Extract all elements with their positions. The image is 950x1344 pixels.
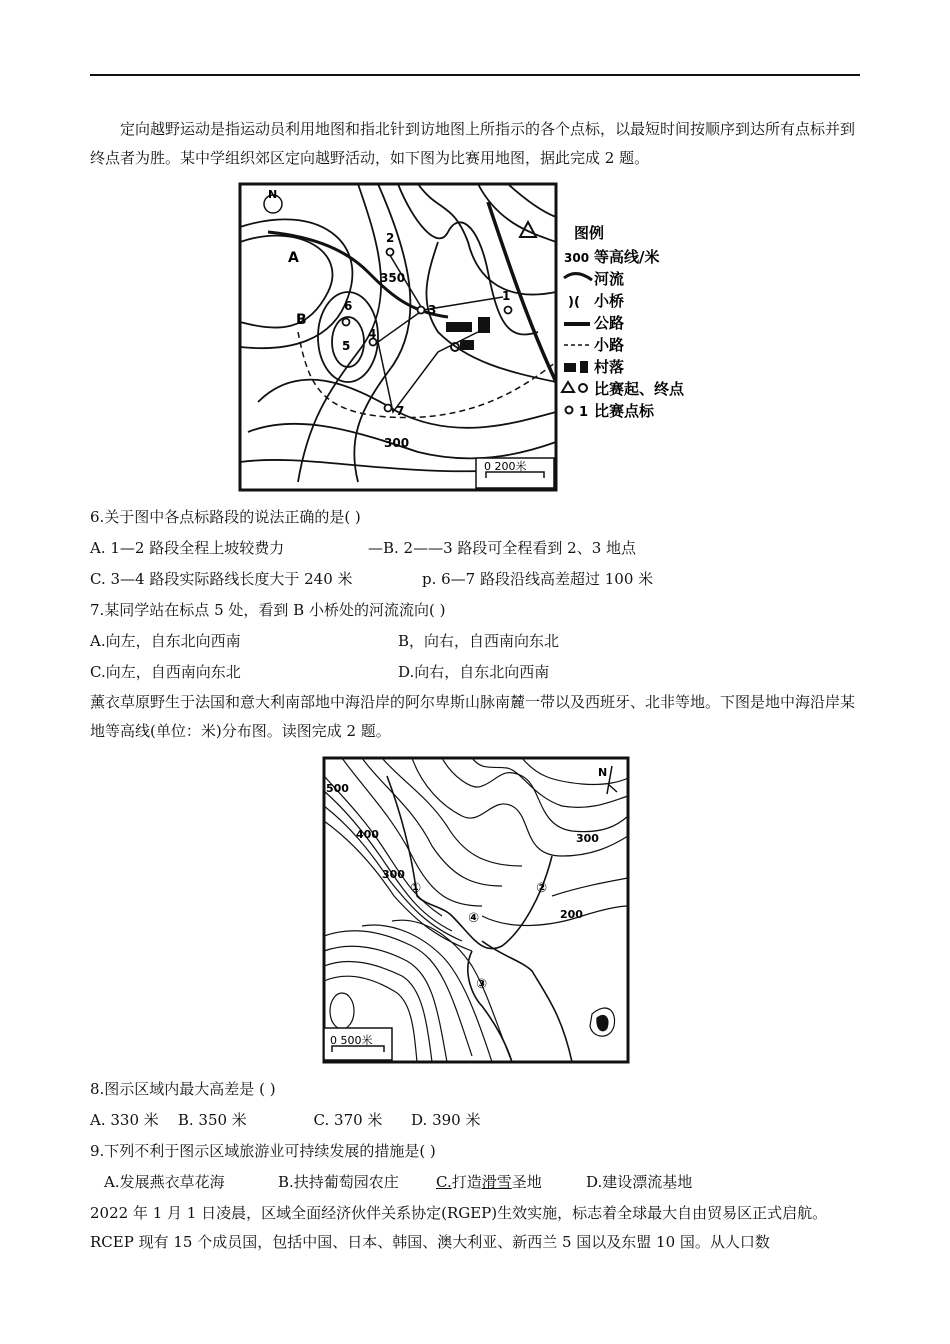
map1-label-1: 1 [502, 289, 511, 303]
top-rule [90, 74, 860, 76]
q9-option-c-letter: C. [436, 1173, 452, 1191]
map2-contour-300a: 300 [382, 868, 405, 881]
q8-options: A. 330 米 B. 350 米 C. 370 米 D. 390 米 [90, 1111, 481, 1129]
map1-label-5: 5 [342, 339, 351, 353]
q6-option-a: A. 1—2 路段全程上坡较费力 [90, 539, 285, 557]
q9-option-b: B.扶持葡萄园农庄 [278, 1173, 399, 1191]
legend-item-path: 小路 [594, 336, 625, 354]
map2-marker-2: ② [536, 881, 548, 896]
q6-option-b: —B. 2——3 路段可全程看到 2、3 地点 [368, 539, 637, 557]
q6-stem: 6.关于图中各点标路段的说法正确的是( ) [90, 508, 361, 526]
q7-stem: 7.某同学站在标点 5 处，看到 B 小桥处的河流流向( ) [90, 601, 446, 619]
q8-stem: 8.图示区域内最大高差是 ( ) [90, 1080, 276, 1098]
north-label-2: N [598, 766, 608, 779]
legend-item-river: 河流 [594, 270, 625, 288]
orienteering-map [238, 182, 718, 494]
map1-label-6: 6 [344, 299, 353, 313]
intro-paragraph-3: 2022 年 1 月 1 日凌晨，区域全面经济伙伴关系协定(RGEP)生效实施，标志着全球最大自由贸易区正式启航。RCEP 现有 15 个成员国，包括中国、日本、韩国、澳大利亚、新西兰 5 国以及东盟 10 国。从人口数 [90, 1204, 828, 1251]
q7-option-c: C.向左，自西南向东北 [90, 663, 241, 681]
map1-label-b: B [296, 312, 307, 328]
legend-item-bridge: 小桥 [594, 292, 625, 310]
q9-stem: 9.下列不利于图示区域旅游业可持续发展的措施是( ) [90, 1142, 436, 1160]
q7-option-a: A.向左，自东北向西南 [90, 632, 241, 650]
q7-option-d: D.向右，自东北向西南 [398, 663, 550, 681]
intro-paragraph-1: 定向越野运动是指运动员利用地图和指北针到访地图上所指示的各个点标，以最短时间按顺序到达所有点标并到终点者为胜。某中学组织郊区定向越野活动，如下图为比赛用地图，据此完成 2 题。 [90, 120, 856, 167]
map2-contour-400: 400 [356, 828, 379, 841]
legend-item-start-finish: 比赛起、终点 [594, 380, 685, 398]
map2-contour-300b: 300 [576, 832, 599, 845]
legend-item-checkpoint: 比赛点标 [594, 402, 655, 420]
q6-option-d: p. 6—7 路段沿线高差超过 100 米 [422, 570, 654, 588]
map2-marker-3: ③ [476, 977, 488, 992]
svg-text:1: 1 [579, 405, 589, 420]
map2-marker-4: ④ [468, 911, 480, 926]
legend-item-contour: 等高线/米 [594, 248, 660, 266]
map1-scale: 0 200米 [484, 460, 527, 473]
intro-paragraph-2: 薰衣草原野生于法国和意大利南部地中海沿岸的阿尔卑斯山脉南麓一带以及西班牙、北非等地。下图是地中海沿岸某地等高线(单位：米)分布图。读图完成 2 题。 [90, 693, 856, 740]
north-label-1: N [268, 188, 278, 201]
map1-label-7: 7 [396, 404, 405, 418]
q7-option-b: B，向右，自西南向东北 [398, 632, 560, 650]
map1-contour-350: 350 [380, 271, 406, 285]
map1-label-4: 4 [368, 327, 377, 341]
map1-label-3: 3 [428, 303, 437, 317]
map1-label-2: 2 [386, 231, 395, 245]
svg-text:)(: )( [568, 295, 580, 310]
map1-contour-300: 300 [384, 436, 410, 450]
q9-option-c [412, 1171, 542, 1193]
map2-scale: 0 500米 [330, 1034, 373, 1047]
map1-label-a: A [288, 250, 299, 266]
map2-contour-200: 200 [560, 908, 583, 921]
legend-item-road: 公路 [594, 314, 625, 332]
q6-option-c: C. 3—4 路段实际路线长度大于 240 米 [90, 570, 353, 588]
legend-item-village: 村落 [594, 358, 625, 376]
legend-title: 图例 [574, 224, 605, 242]
map2-contour-500: 500 [326, 782, 349, 795]
q9-option-a: A.发展燕衣草花海 [104, 1173, 225, 1191]
contour-map-mediterranean [322, 756, 630, 1066]
map2-marker-1: ① [410, 881, 422, 896]
q9-option-d: D.建设漂流基地 [586, 1173, 693, 1191]
legend-symbol-contour: 300 [564, 251, 590, 265]
q9-option-c-text: 打造 [451, 1173, 482, 1191]
q9-option-c-underlined: 滑雪 [481, 1173, 512, 1191]
q9-option-c-end: 圣地 [511, 1173, 542, 1191]
